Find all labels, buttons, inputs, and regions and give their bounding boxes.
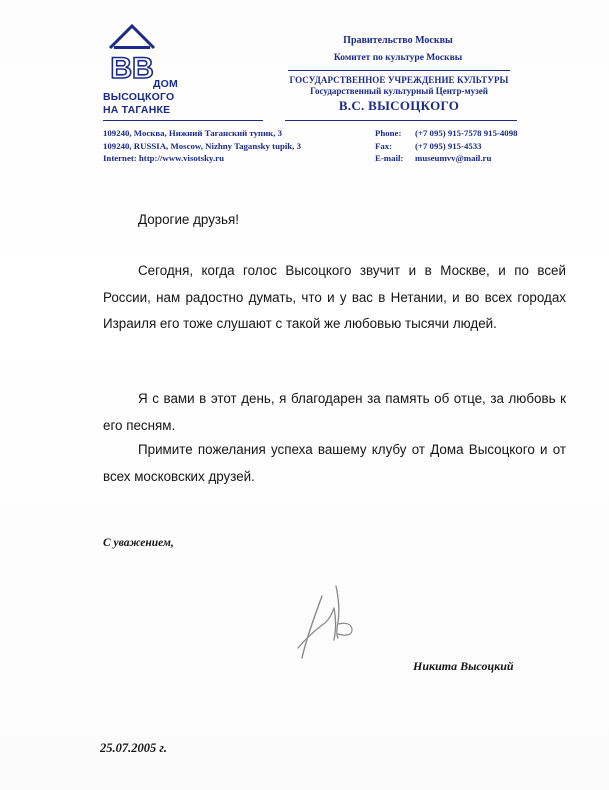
fax-label: Fax:: [375, 140, 393, 151]
handwritten-signature: [292, 578, 382, 668]
closing: С уважением,: [103, 537, 174, 549]
email-label: E-mail:: [375, 153, 404, 163]
address-ru: 109240, Москва, Нижний Таганский тупик, 3: [103, 128, 283, 138]
government-line2: Комитет по культуре Москвы: [333, 53, 463, 63]
government-divider: [288, 70, 510, 71]
house-bb-logo-icon: [108, 22, 156, 86]
letterhead-divider-right: [285, 120, 517, 121]
letter-date: 25.07.2005 г.: [100, 741, 167, 755]
government-line1: Правительство Москвы: [343, 35, 453, 46]
phone-value: (+7 095) 915-7578 915-4098: [415, 128, 518, 138]
org-name: [103, 78, 178, 117]
letter-paragraph-1: Сегодня, когда голос Высоцкого звучит и в Москве, и по всей России, нам радостно думать, что и у вас в Нетании, и во всех городах Израиля его тоже слушают с такой же любовью тысячи людей.: [103, 263, 566, 331]
letter-paragraph-2-block: [103, 386, 566, 439]
institution-header: [285, 75, 513, 114]
institution-line1: ГОСУДАРСТВЕННОЕ УЧРЕЖДЕНИЕ КУЛЬТУРЫ: [289, 75, 509, 85]
contacts-block: [375, 127, 518, 165]
institution-line3: В.С. ВЫСОЦКОГО: [338, 98, 460, 113]
greeting: Дорогие друзья!: [138, 212, 239, 227]
fax-value: (+7 095) 915-4533: [415, 140, 482, 151]
phone-label: Phone:: [375, 128, 402, 138]
institution-line2: Государственный культурный Центр-музей: [310, 86, 488, 96]
signer-name: Никита Высоцкий: [413, 659, 514, 673]
address-en: 109240, RUSSIA, Moscow, Nizhny Tagansky tupik, 3: [103, 140, 301, 151]
fax-row: [375, 140, 518, 153]
letter-paragraph-3: Примите пожелания успеха вашему клубу от Дома Высоцкого и от всех московских друзей.: [103, 442, 566, 484]
phone-row: [375, 127, 518, 140]
internet-address: Internet: http://www.visotsky.ru: [103, 153, 224, 163]
letter-paragraph-1-block: [103, 258, 566, 338]
org-name-line1: ДОМ: [153, 78, 178, 90]
letter-paragraph-3-block: [103, 437, 566, 490]
email-row: [375, 152, 518, 165]
letter-paragraph-2: Я с вами в этот день, я благодарен за память об отце, за любовь к его песням.: [103, 391, 566, 433]
email-value: museumvv@mail.ru: [415, 153, 492, 163]
government-header: [288, 34, 508, 65]
org-name-line3: НА ТАГАНКЕ: [103, 104, 171, 116]
logo-monogram: BB: [110, 52, 154, 85]
letterhead-divider-left: [103, 120, 263, 121]
org-name-line2: ВЫСОЦКОГО: [103, 91, 175, 103]
address-block: [103, 127, 301, 165]
